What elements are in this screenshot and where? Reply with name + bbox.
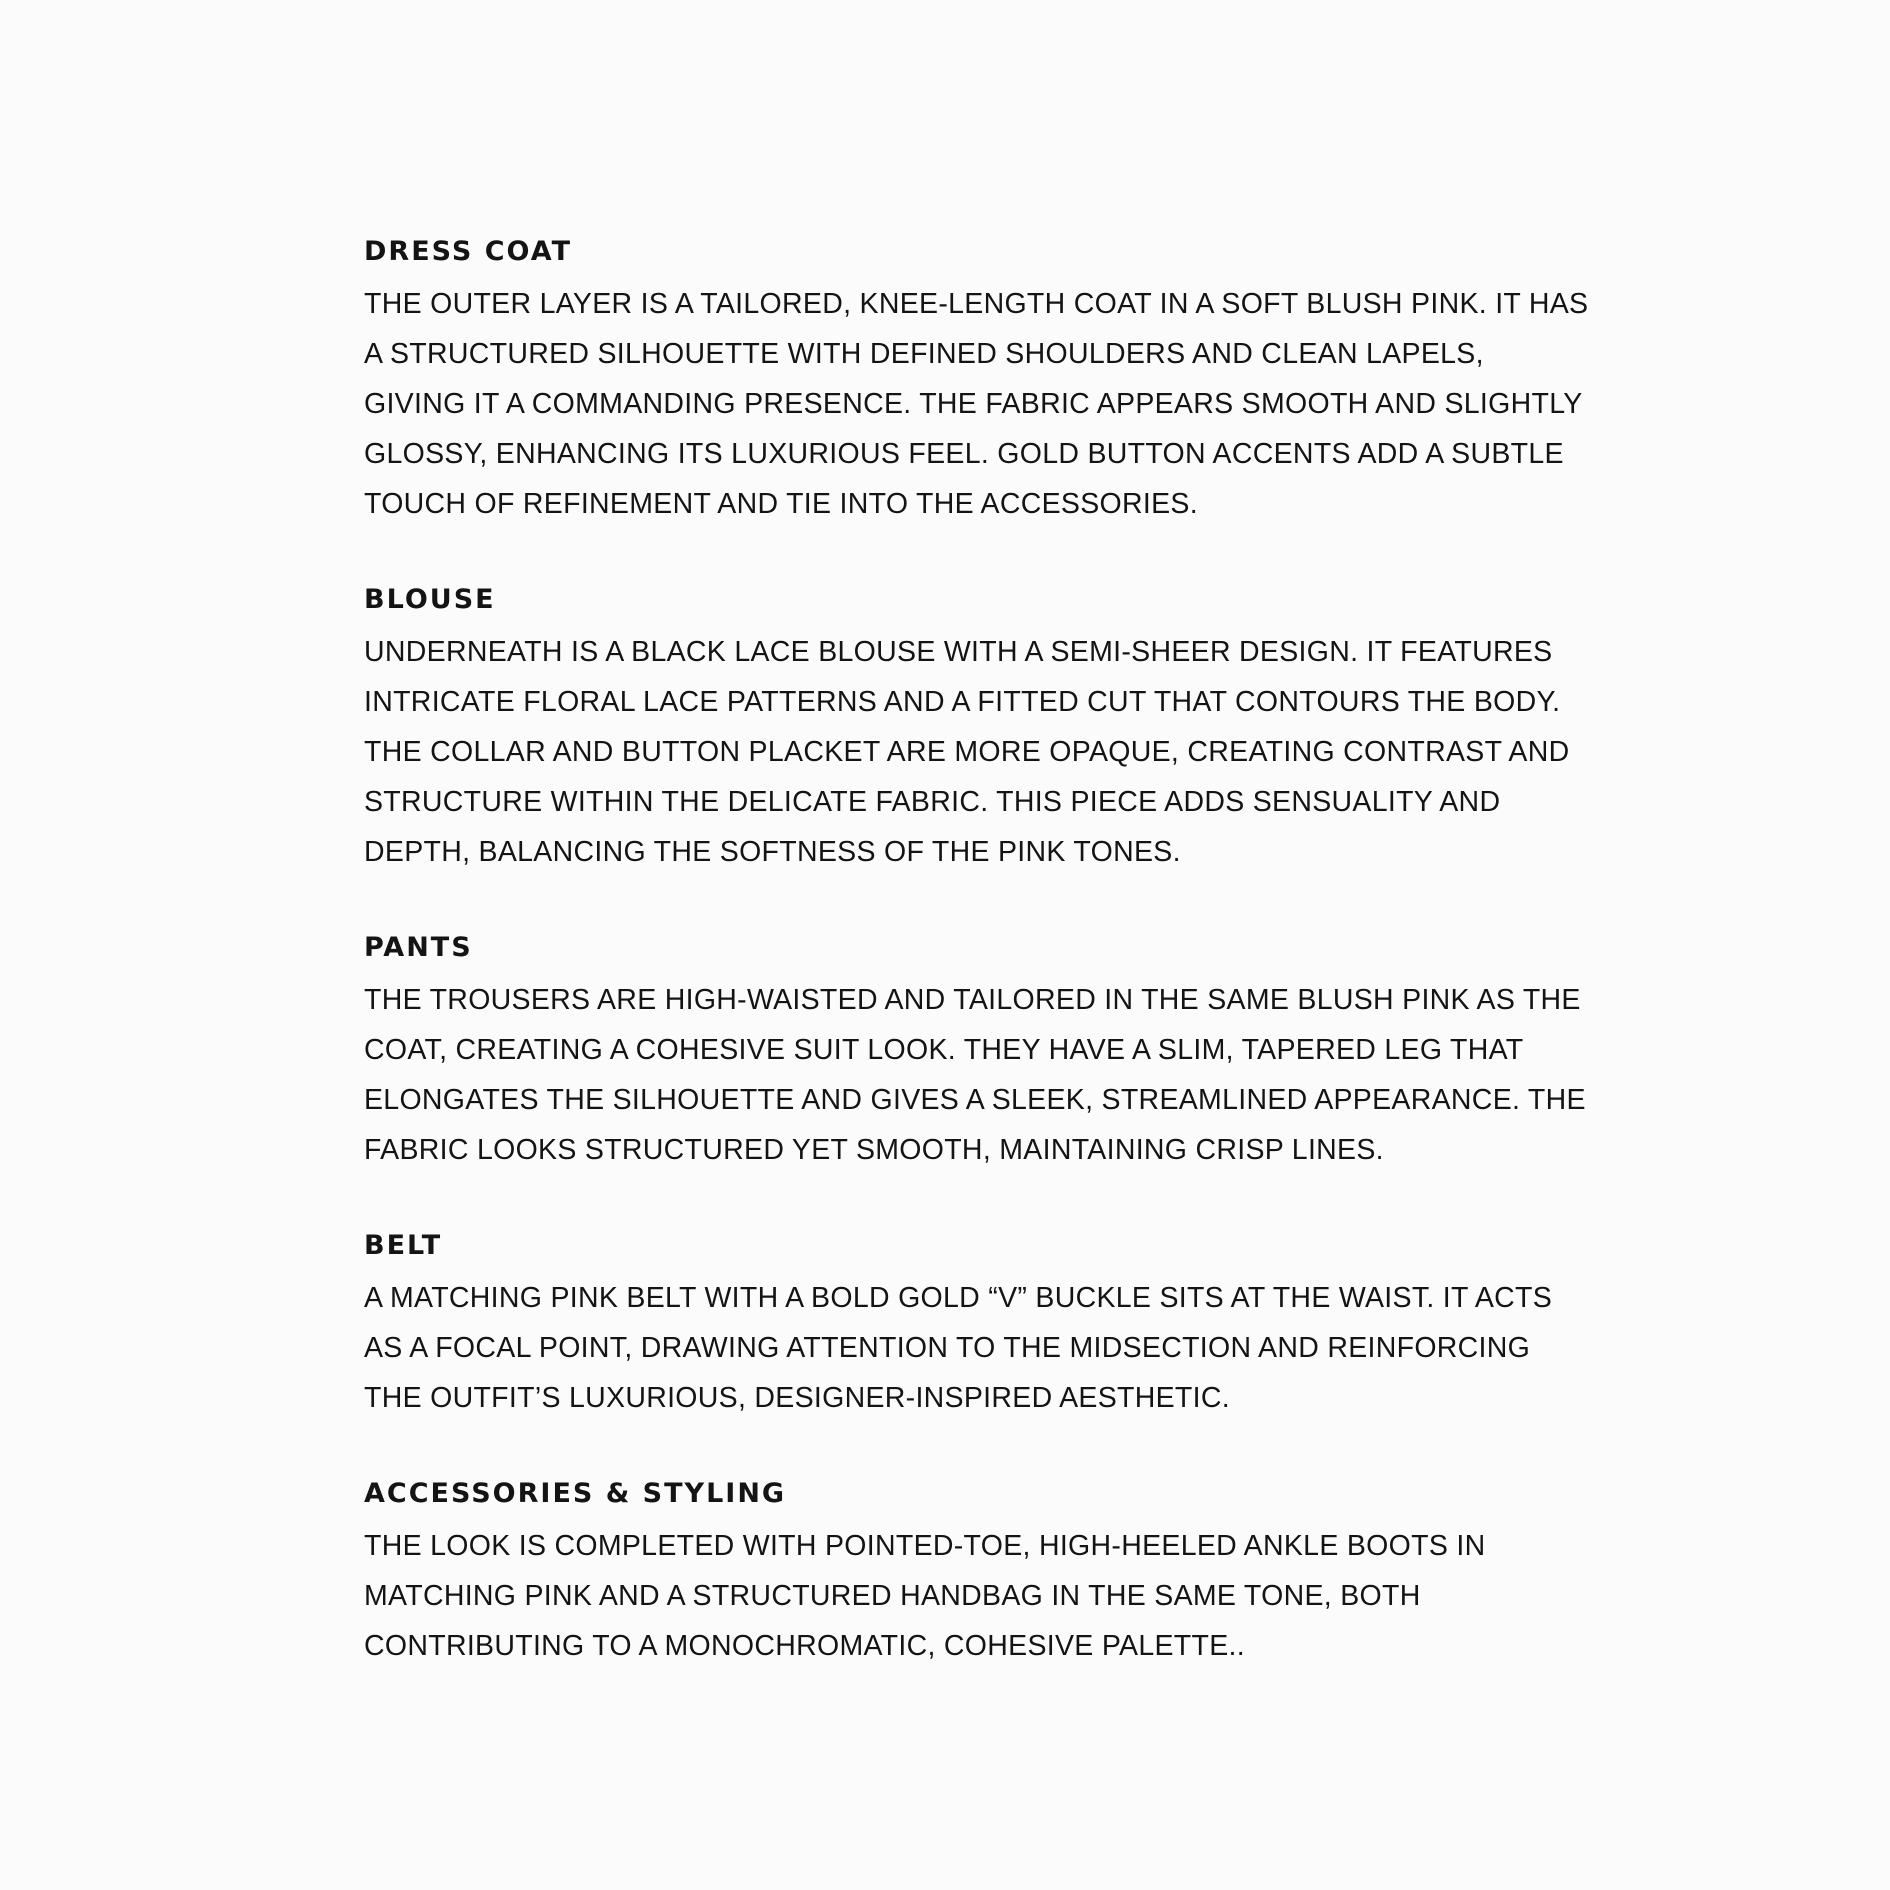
body-line: TOUCH OF REFINEMENT AND TIE INTO THE ACCESSORIES. [364,488,1198,520]
body-line: THE TROUSERS ARE HIGH-WAISTED AND TAILORED IN THE SAME BLUSH PINK AS THE [364,984,1581,1016]
body-line: GLOSSY, ENHANCING ITS LUXURIOUS FEEL. GOLD BUTTON ACCENTS ADD A SUBTLE [364,438,1564,470]
body-line: THE OUTER LAYER IS A TAILORED, KNEE-LENGTH COAT IN A SOFT BLUSH PINK. IT HAS [364,288,1589,320]
body-line: A STRUCTURED SILHOUETTE WITH DEFINED SHOULDERS AND CLEAN LAPELS, [364,338,1484,370]
body-line: INTRICATE FLORAL LACE PATTERNS AND A FITTED CUT THAT CONTOURS THE BODY. [364,686,1561,718]
section-body [364,975,1586,1175]
body-line: AS A FOCAL POINT, DRAWING ATTENTION TO THE MIDSECTION AND REINFORCING [364,1332,1531,1364]
section-title: DRESS COAT [364,236,572,267]
body-line: FABRIC LOOKS STRUCTURED YET SMOOTH, MAINTAINING CRISP LINES. [364,1134,1384,1166]
section-title: ACCESSORIES & STYLING [364,1478,787,1509]
body-line: THE OUTFIT’S LUXURIOUS, DESIGNER-INSPIRED AESTHETIC. [364,1382,1230,1414]
body-line: ELONGATES THE SILHOUETTE AND GIVES A SLEEK, STREAMLINED APPEARANCE. THE [364,1084,1586,1116]
body-line: A MATCHING PINK BELT WITH A BOLD GOLD “V” BUCKLE SITS AT THE WAIST. IT ACTS [364,1282,1553,1314]
section-title: BLOUSE [364,584,496,615]
body-line: GIVING IT A COMMANDING PRESENCE. THE FABRIC APPEARS SMOOTH AND SLIGHTLY [364,388,1583,420]
section-body [364,1273,1564,1423]
section-body [364,279,1589,529]
section-body [364,1521,1564,1671]
section-accessories-styling [364,1473,1564,1671]
body-line: THE LOOK IS COMPLETED WITH POINTED-TOE, HIGH-HEELED ANKLE BOOTS IN [364,1530,1486,1562]
body-line: STRUCTURE WITHIN THE DELICATE FABRIC. THIS PIECE ADDS SENSUALITY AND [364,786,1501,818]
body-line: THE COLLAR AND BUTTON PLACKET ARE MORE OPAQUE, CREATING CONTRAST AND [364,736,1570,768]
section-belt [364,1225,1564,1423]
section-dress-coat [364,231,1589,529]
section-blouse [364,579,1570,877]
body-line: DEPTH, BALANCING THE SOFTNESS OF THE PINK TONES. [364,836,1181,868]
body-line: CONTRIBUTING TO A MONOCHROMATIC, COHESIVE PALETTE.. [364,1630,1245,1662]
body-line: COAT, CREATING A COHESIVE SUIT LOOK. THEY HAVE A SLIM, TAPERED LEG THAT [364,1034,1524,1066]
section-body [364,627,1570,877]
section-pants [364,927,1586,1175]
section-title: PANTS [364,932,473,963]
body-line: UNDERNEATH IS A BLACK LACE BLOUSE WITH A SEMI-SHEER DESIGN. IT FEATURES [364,636,1553,668]
outfit-description-document [364,231,1589,1671]
section-title: BELT [364,1230,443,1261]
body-line: MATCHING PINK AND A STRUCTURED HANDBAG IN THE SAME TONE, BOTH [364,1580,1421,1612]
